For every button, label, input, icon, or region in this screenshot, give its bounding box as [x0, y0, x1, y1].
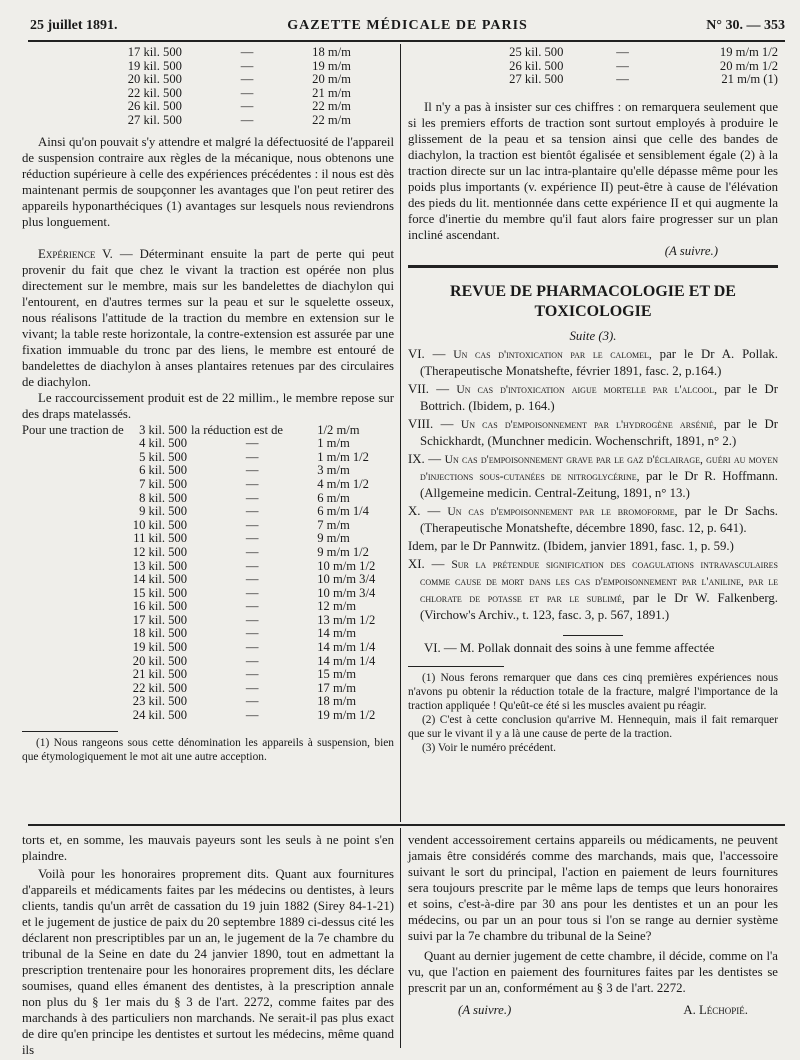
a-suivre-1: (A suivre.): [664, 243, 718, 258]
table-cell: 20 m/m 1/2: [719, 58, 778, 73]
table-row: [22, 505, 394, 519]
right-paragraph-1: Il n'y a pas à insister sur ces chiffres : on remarquera seulement que si les premiers efforts de traction sont surtout employés à produire le glissement de la peau et sa tension ainsi que celle des bandes de diachylon, la traction est bientôt égalisée et sensiblement égale (2) à la traction directe sur un lac intra-plantaire qu'elle dépasse même pour les poids plus importants (v. expérience II) peut-être à cause de l'élévation des pieds du lit. mentionnée dans cette expérience II et qui augmente la force d'inertie du membre qu'il faut alors faire progresser sur un plan incliné ascendant.: [408, 99, 778, 242]
table-cell: 18 kil. 500: [132, 626, 188, 641]
table-row: [22, 114, 394, 128]
a-suivre-2: (A suivre.): [458, 1003, 512, 1017]
table-cell: 19 m/m 1/2: [317, 708, 376, 723]
table-cell: 26 kil. 500: [509, 58, 564, 73]
table-cell: 17 m/m: [317, 680, 357, 695]
author-signature: A. Léchopié.: [683, 1003, 748, 1017]
table-cell: 10 m/m 3/4: [317, 572, 376, 587]
table-row: [22, 546, 394, 560]
table-row: [22, 641, 394, 655]
table-cell: —: [240, 99, 254, 114]
table-row: [22, 655, 394, 669]
table-cell: —: [245, 667, 259, 682]
header-date: 25 juillet 1891.: [30, 18, 118, 33]
section-rule: [408, 265, 778, 268]
table-cell: 14 m/m 1/4: [317, 653, 376, 668]
table-row: [22, 464, 394, 478]
revue-item: [408, 503, 778, 536]
table-cell: 3 m/m: [317, 463, 350, 478]
table-cell: 20 kil. 500: [132, 653, 188, 668]
table-cell: 13 kil. 500: [132, 558, 188, 573]
right-footnotes: [408, 671, 778, 755]
table-cell: 19 m/m 1/2: [719, 45, 778, 59]
revue-title: REVUE DE PHARMACOLOGIE ET DE TOXICOLOGIE: [450, 282, 736, 320]
table-cell: —: [245, 694, 259, 709]
table-row: [22, 492, 394, 506]
table-cell: [22, 478, 124, 492]
table-cell: [22, 60, 119, 74]
column-divider: [400, 44, 401, 822]
table-cell: 22 kil. 500: [127, 85, 182, 100]
table-cell: 25 kil. 500: [509, 45, 564, 59]
table-row: [22, 627, 394, 641]
table-cell: 21 kil. 500: [132, 667, 188, 682]
table-cell: 7 m/m: [317, 517, 350, 532]
footnote: (2) C'est à cette conclusion qu'arrive M. Hennequin, mais il fait remarquer que sur le vivant il y a là une cause de perte de la traction.: [408, 713, 778, 740]
table-row: [22, 587, 394, 601]
table-row: [22, 573, 394, 587]
revue-item-number: XI. —: [408, 556, 452, 571]
bottom-right-column: [408, 832, 778, 1020]
table-cell: 14 kil. 500: [132, 572, 188, 587]
revue-item: [408, 381, 778, 414]
revue-item: [408, 346, 778, 379]
table-row: Pour une traction de 3 kil. 500 la réduction est de 1/2 m/m: [22, 422, 360, 437]
table-cell: 9 m/m: [317, 531, 350, 546]
revue-item-title: Un cas d'intoxication par le calomel,: [453, 347, 652, 361]
table-cell: 5 kil. 500: [139, 449, 188, 464]
revue-item-number: VIII. —: [408, 416, 461, 431]
table-cell: [22, 532, 124, 546]
table-row: [22, 451, 394, 465]
table-cell: —: [616, 72, 629, 87]
table-cell: [22, 600, 124, 614]
table-cell: 27 kil. 500: [509, 72, 564, 87]
table-cell: [22, 655, 124, 669]
table-cell: 6 m/m 1/4: [317, 504, 369, 519]
table-row: [22, 100, 394, 114]
table-row: [408, 60, 778, 74]
revue-item-title: Un cas d'empoisonnement grave par le gaz d'éclairage, guéri au moyen d'injections sous-cutanées de nitroglycérine,: [420, 452, 778, 483]
revue-item: [408, 556, 778, 623]
table-cell: [22, 464, 124, 478]
table-cell: [22, 505, 124, 519]
revue-separator: [563, 635, 623, 636]
right-column: [408, 46, 778, 755]
table-row: [22, 532, 394, 546]
table-cell: [22, 614, 124, 628]
table-cell: 18 m/m: [317, 694, 357, 709]
table-cell: 1 m/m 1/2: [317, 449, 369, 464]
table-cell: —: [245, 476, 259, 491]
table-cell: 4 kil. 500: [139, 436, 188, 451]
table-cell: 19 kil. 500: [132, 640, 188, 655]
table-row: [22, 709, 394, 723]
table-cell: —: [245, 517, 259, 532]
signature-line: [408, 1002, 778, 1020]
table-cell: [22, 46, 119, 60]
table-cell: 12 kil. 500: [132, 544, 188, 559]
revue-item-title: Un cas d'empoisonnement par le bromoforme,: [447, 504, 678, 518]
table-cell: —: [245, 531, 259, 546]
table-cell: 27 kil. 500: [127, 112, 182, 127]
bottom-right-paragraph-2: Quant au dernier jugement de cette chambre, il décide, comme on l'a vu, que l'action en paiement des fournitures faites par les dentistes se prescrit par un an, conformément au § 3 de l'art. 2272.: [408, 949, 778, 995]
table-cell: 21 m/m: [312, 85, 351, 100]
middle-rule: [28, 824, 785, 826]
revue-item-reference: par le Dr A. Pollak. (Therapeutische Monatshefte, février 1891, fasc. 2, p.164.): [420, 346, 778, 378]
bottom-right-paragraph-1: vendent accessoirement certains appareils ou médicaments, ne peuvent jamais être considérés comme des marchands, mais que, l'accessoire suivant le sort du principal, l'action en paiement de leurs fournitures sera toujours prescrite par le même laps de temps que leurs honoraires et soins, c'est-à-dire par 30 ans pour les dentistes et un an pour les médecins, ou par un an pour tous si l'on se range au dernier système suivi par la 7e chambre du tribunal de la Seine?: [408, 833, 778, 943]
revue-item-title: Un cas d'intoxication aigue mortelle par l'alcool,: [456, 382, 717, 396]
table-row: [22, 46, 394, 60]
table-cell: [22, 114, 119, 128]
revue-item-reference: par le Dr Bottrich. (Ibidem, p. 164.): [420, 381, 778, 413]
table-cell: 16 kil. 500: [132, 599, 188, 614]
revue-item-title: Un cas d'empoisonnement par l'hydrogène arsénié,: [460, 417, 717, 431]
bottom-left-paragraph-2: Voilà pour les honoraires proprement dits. Quant aux fournitures d'appareils et médicaments faites par les médecins ou dentistes, à leurs clients, tandis qu'un arrêt de cassation du 19 juin 1882 (Sirey 84-1-21) et le jugement de justice de paix du 20 septembre 1889 ci-dessus cité les déclarent non prescriptibles par un an, le jugement de la 7e chambre du tribunal de la Seine en date du 24 janvier 1890, tout en admettant la prescription trentenaire pour les honoraires proprement dits, les déclare soumises, quand elles émanent des dentistes, à la prescription annale non plus du § 1er mais du § 3 de l'art. 2272, comme faites par des marchands à des particuliers non marchands. Ne serait-il pas plus exact de dire qu'en principe les dentistes et surtout les médecins, même quand ils: [22, 867, 394, 1057]
table-cell: [22, 627, 124, 641]
table-cell: —: [240, 45, 254, 59]
revue-item-number: VI. —: [408, 346, 454, 361]
table-cell: 14 m/m 1/4: [317, 640, 376, 655]
revue-item-reference: par le Dr Schickhardt, (Munchner medicin. Wochenschrift, 1891, n° 2.): [420, 416, 778, 448]
table-cell: [22, 668, 124, 682]
table-cell: 20 m/m: [312, 72, 351, 87]
experience-5-label: Expérience V.: [38, 246, 113, 261]
table-cell: [22, 587, 124, 601]
table-cell: [22, 87, 119, 101]
table-row: [22, 478, 394, 492]
table-cell: —: [245, 653, 259, 668]
table-cell: 1 m/m: [317, 436, 350, 451]
table-cell: 4 m/m 1/2: [317, 476, 369, 491]
table-cell: 24 kil. 500: [132, 708, 188, 723]
footnote-rule: [22, 731, 118, 732]
revue-subtitle: Suite (3).: [569, 328, 617, 343]
header-page-number: N° 30. — 353: [706, 18, 785, 33]
table-cell: 23 kil. 500: [132, 694, 188, 709]
table-cell: —: [616, 45, 629, 59]
table-cell: —: [240, 72, 254, 87]
table-cell: 8 kil. 500: [139, 490, 188, 505]
table-cell: 7 kil. 500: [139, 476, 188, 491]
table-row: [22, 682, 394, 696]
table-cell: —: [245, 599, 259, 614]
table-cell: 18 m/m: [312, 45, 351, 59]
revue-item-reference: par le Dr W. Falkenberg. (Virchow's Archiv., t. 123, fasc. 3, p. 567, 1891.): [420, 590, 778, 622]
footnote: (1) Nous ferons remarquer que dans ces cinq premières expériences nous n'avons pu obtenir la réduction totale de la fracture, malgré l'importance de la traction appliquée ! Qu'eût-ce été si les muscles avaient pu réagir.: [408, 671, 778, 712]
revue-item-reference: par le Dr Sachs. (Therapeutische Monatshefte, décembre 1890, fasc. 12, p. 641).: [420, 503, 778, 535]
table-row: [22, 73, 394, 87]
footnote: (3) Voir le numéro précédent.: [422, 741, 557, 754]
table-cell: [22, 695, 124, 709]
table-cell: —: [245, 544, 259, 559]
revue-item-number: IX. —: [408, 451, 445, 466]
revue-item-number: VII. —: [408, 381, 457, 396]
footnote-rule: [408, 666, 504, 667]
table-cell: 6 m/m: [317, 490, 350, 505]
table-cell: 10 kil. 500: [132, 517, 188, 532]
table-cell: [22, 546, 124, 560]
table-cell: —: [245, 612, 259, 627]
table-cell: 9 kil. 500: [139, 504, 188, 519]
table-cell: 9 m/m 1/2: [317, 544, 369, 559]
table-cell: 6 kil. 500: [139, 463, 188, 478]
table-row: [22, 60, 394, 74]
table-cell: —: [240, 112, 254, 127]
revue-item: [408, 451, 778, 501]
table-cell: —: [245, 490, 259, 505]
table-row: [408, 73, 778, 87]
table-row: [22, 614, 394, 628]
table-cell: 11 kil. 500: [133, 531, 188, 546]
table-cell: 22 m/m: [312, 99, 351, 114]
table-cell: —: [245, 463, 259, 478]
left-paragraph-3: Le raccourcissement produit est de 22 millim., le membre repose sur des draps matelassés.: [22, 390, 394, 421]
table-cell: —: [245, 572, 259, 587]
table-row: [408, 46, 778, 60]
table-cell: [22, 492, 124, 506]
table-cell: 10 m/m 1/2: [317, 558, 376, 573]
table-cell: 17 kil. 500: [127, 45, 182, 59]
revue-item-reference: par le Dr Pannwitz. (Ibidem, janvier 1891, fasc. 1, p. 59.): [437, 538, 734, 553]
table-cell: [22, 682, 124, 696]
table-cell: 17 kil. 500: [132, 612, 188, 627]
table-cell: —: [245, 436, 259, 451]
table-cell: [22, 100, 119, 114]
bottom-left-column: [22, 832, 394, 1058]
revue-list: [408, 346, 778, 623]
table-cell: 20 kil. 500: [127, 72, 182, 87]
table-cell: —: [245, 585, 259, 600]
revue-item-reference: par le Dr R. Hoffmann. (Allgemeine medicin. Central-Zeitung, 1891, n° 13.): [420, 468, 778, 500]
left-column: [22, 46, 394, 764]
table-cell: —: [245, 626, 259, 641]
table-row: [22, 600, 394, 614]
table-cell: 12 m/m: [317, 599, 357, 614]
right-top-table: [408, 46, 778, 87]
table-cell: 14 m/m: [317, 626, 357, 641]
table-cell: 13 m/m 1/2: [317, 612, 376, 627]
table-cell: —: [240, 85, 254, 100]
revue-item-number: Idem,: [408, 538, 438, 553]
table-cell: 19 m/m: [312, 58, 351, 73]
table-cell: —: [245, 680, 259, 695]
table-cell: 15 m/m: [317, 667, 357, 682]
table-cell: [22, 451, 124, 465]
table-cell: 22 m/m: [312, 112, 351, 127]
left-footnote: (1) Nous rangeons sous cette dénomination les appareils à suspension, bien que étymologiquement le mot ait une autre acception.: [22, 736, 394, 763]
table-cell: —: [245, 449, 259, 464]
table-row: [22, 695, 394, 709]
table-cell: —: [245, 504, 259, 519]
table-cell: 21 m/m (1): [721, 72, 778, 87]
table-cell: [22, 560, 124, 574]
table-cell: [22, 709, 124, 723]
table-row: [22, 668, 394, 682]
table-cell: 22 kil. 500: [132, 680, 188, 695]
table-cell: [22, 573, 124, 587]
revue-item: [408, 416, 778, 449]
table-cell: —: [240, 58, 254, 73]
table-row: [22, 560, 394, 574]
table-cell: [22, 641, 124, 655]
table-cell: [22, 437, 124, 451]
table-cell: —: [245, 558, 259, 573]
bottom-left-paragraph-1: torts et, en somme, les mauvais payeurs sont les seuls à ne point s'en plaindre.: [22, 833, 394, 863]
revue-vi-paragraph: VI. — M. Pollak donnait des soins à une femme affectée: [424, 640, 715, 655]
revue-item-number: X. —: [408, 503, 448, 518]
table-cell: —: [245, 640, 259, 655]
table-row: [22, 437, 394, 451]
table-cell: 19 kil. 500: [127, 58, 182, 73]
table-row: [22, 519, 394, 533]
traction-table: [22, 424, 394, 723]
table-cell: 15 kil. 500: [132, 585, 188, 600]
table-cell: [22, 73, 119, 87]
header-journal-title: GAZETTE MÉDICALE DE PARIS: [287, 18, 528, 33]
table-row: [22, 87, 394, 101]
table-cell: [22, 519, 124, 533]
top-left-table: [22, 46, 394, 128]
table-cell: 26 kil. 500: [127, 99, 182, 114]
page-header: [30, 16, 785, 38]
revue-item: [408, 538, 778, 554]
column-divider-lower: [400, 828, 401, 1048]
left-paragraph-1: Ainsi qu'on pouvait s'y attendre et malgré la défectuosité de l'appareil de suspension contraire aux règles de la mécanique, nous obtenons une réduction supérieure à celle des expériences précédentes : il nous est dès maintenant permis de soupçonner les avantages que l'on peut retirer des appareils hyponarthéciques (1) avantages sur lesquels nous reviendrons plus longuement.: [22, 134, 394, 229]
table-cell: —: [616, 58, 629, 73]
experience-5-paragraph: Expérience V. — Déterminant ensuite la part de perte qui peut provenir du fait que chez le vivant la traction est opérée non plus directement sur le membre, mais sur les bandelettes de diachylon qui l'entourent, en d'autres termes sur la peau et sur le squelette osseux, nous réalisons l'attitude de la traction du membre en extension sur le vivant; la table reste horizontale, la contre-extension est assurée par une fixation immuable du tronc par des liens, le membre est entouré de bandelettes de diachylon à anses plantaires retenues par des circulaires de diachylon.: [22, 246, 394, 389]
revue-item-title: Sur la prétendue signification des coagulations intravasculaires comme cause de mort dans les cas d'empoisonnement par l'aniline, par le chlorate de potasse et par le sublimé,: [420, 557, 778, 605]
table-cell: —: [245, 708, 259, 723]
table-cell: 10 m/m 3/4: [317, 585, 376, 600]
header-rule: [28, 40, 785, 42]
